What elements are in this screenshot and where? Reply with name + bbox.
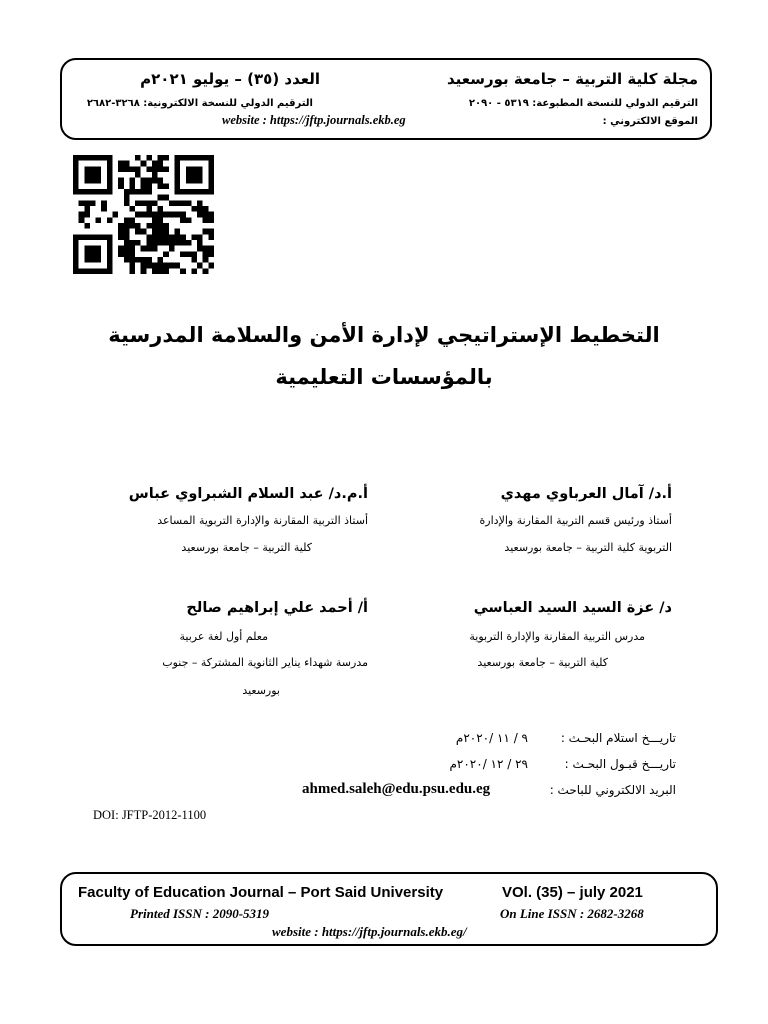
website-url-footer[interactable]: website : https://jftp.journals.ekb.eg/ xyxy=(272,924,467,939)
author-email[interactable]: ahmed.saleh@edu.psu.edu.eg xyxy=(302,781,491,797)
received-date: ٩ / ١١ /٢٠٢٠م xyxy=(455,731,528,745)
journal-title-ar: مجلة كلية التربية – جامعة بورسعيد xyxy=(446,70,698,88)
author-2-line-1: أستاذ التربية المقارنة والإدارة التربوية المساعد xyxy=(157,514,368,527)
author-3-line-2: كلية التربية – جامعة بورسعيد xyxy=(477,656,608,669)
author-4-line-1: معلم أول لغة عربية xyxy=(179,630,268,643)
author-3-name: د/ عزة السيد السيد العباسي xyxy=(473,600,672,616)
email-label: البريد الالكتروني للباحث : xyxy=(549,783,676,797)
author-2-name: أ.م.د/ عبد السلام الشبراوي عباس xyxy=(128,486,368,502)
author-1-name: أ.د/ آمال العرباوي مهدي xyxy=(500,486,672,502)
accepted-date: ٢٩ / ١٢ /٢٠٢٠م xyxy=(449,757,528,771)
print-issn-ar: الترقيم الدولي للنسخة المطبوعة: ٥٣١٩ - ٢٠٩٠ xyxy=(468,98,698,109)
author-1-line-1: أستاذ ورئيس قسم التربية المقارنة والإدارة xyxy=(479,514,672,527)
author-4-line-2: مدرسة شهداء يناير الثانوية المشتركة – جنوب xyxy=(162,656,368,669)
author-4-line-3: بورسعيد xyxy=(242,684,280,697)
doi: DOI: JFTP-2012-1100 xyxy=(93,808,207,822)
qr-code-icon xyxy=(73,155,214,274)
author-3-line-1: مدرس التربية المقارنة والإدارة التربوية xyxy=(469,630,645,643)
website-url-header[interactable]: website : https://jftp.journals.ekb.eg xyxy=(222,113,406,127)
print-issn-en: Printed ISSN : 2090-5319 xyxy=(130,906,270,921)
online-issn-en: On Line ISSN : 2682-3268 xyxy=(500,906,644,921)
journal-title-en: Faculty of Education Journal – Port Said University xyxy=(78,884,444,901)
author-1-line-2: التربوية كلية التربية – جامعة بورسعيد xyxy=(504,541,672,554)
issue-ar: العدد (٣٥) – يوليو ٢٠٢١م xyxy=(140,70,320,88)
online-issn-ar: الترقيم الدولي للنسخة الالكترونية: ٣٢٦٨-٢٦٨٢ xyxy=(86,98,313,109)
author-2-line-2: كلية التربية – جامعة بورسعيد xyxy=(181,541,312,554)
paper-title-line2: بالمؤسسات التعليمية xyxy=(275,365,493,389)
author-4-name: أ/ أحمد علي إبراهيم صالح xyxy=(186,600,368,616)
accepted-label: تاريـــخ قبـول البحـث : xyxy=(564,757,676,771)
paper-title-line1: التخطيط الإستراتيجي لإدارة الأمن والسلامة المدرسية xyxy=(108,323,660,347)
volume-en: VOl. (35) – july 2021 xyxy=(502,884,643,901)
received-label: تاريـــخ استلام البحـث : xyxy=(560,731,676,745)
website-label-ar: الموقع الالكتروني : xyxy=(602,116,698,127)
